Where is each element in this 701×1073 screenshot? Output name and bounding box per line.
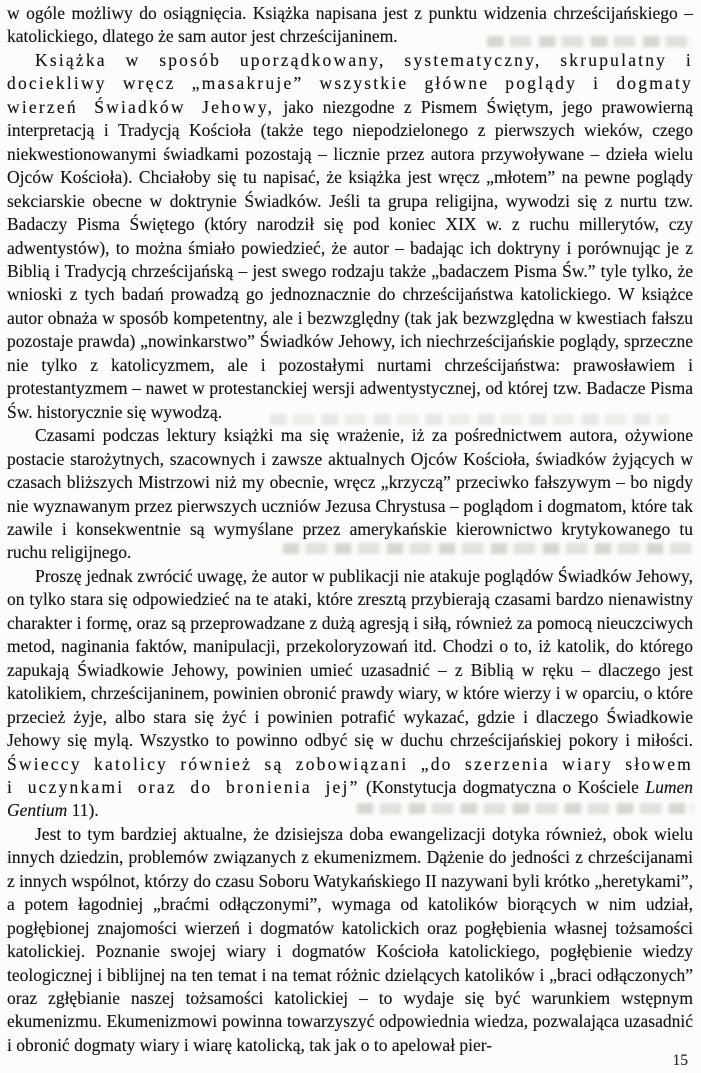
text-segment-italic: Lumen Gentium: [7, 776, 693, 821]
text-segment-normal: 11).: [67, 800, 99, 821]
paragraph: [7, 2, 693, 49]
text-segment-normal: w ogóle możliwy do osiągnięcia. Książka napisana jest z punktu widzenia chrześcijańskiego – katolickiego, dlatego że sam autor jest chrześcijaninem.: [7, 3, 693, 47]
text-segment-normal: jako niezgodne z Pismem Świętym, jego prawowierną interpretacją i Tradycją Kościoła (także tego niepodzielonego z pierwszych wieków, czego niekwestionowanymi świadkami pozostają – licznie przez autora przywoływane – dzieła wielu Ojców Kościoła). Chciałoby się tu napisać, że książka jest wręcz „młotem” na pewne poglądy sekciarskie obecne w doktrynie Świadków. Jeśli ta grupa religijna, wywodzi się z nurtu tzw. Badaczy Pisma Świętego (który narodził się pod koniec XIX w. z ruchu millerytów, czy adwentystów), to można śmiało powiedzieć, że autor – badając ich doktryny i porównując je z Biblią i Tradycją chrześcijańską – jest swego rodzaju także „badaczem Pisma Św.” tyle tylko, że wnioski z tych badań prowadzą go jednoznacznie do chrześcijaństwa katolickiego. W książce autor obnaża w sposób kompetentny, ale i bezwzględny (tak jak bezwzględna w kwestiach fałszu pozostaje prawda) „nowinkarstwo” Świadków Jehowy, ich niechrześcijańskie poglądy, sprzeczne nie tylko z katolicyzmem, ale i pozostałymi nurtami chrześcijaństwa: prawosławiem i protestantyzmem – nawet w protestanckiej wersji adwentystycznej, od której tzw. Badacze Pisma Św. historycznie się wywodzą.: [7, 96, 693, 422]
page-number: 15: [672, 1052, 688, 1069]
paragraph: [7, 565, 693, 823]
text-segment-normal: Proszę jednak zwrócić uwagę, że autor w publikacji nie atakuje poglądów Świadków Jehowy, on tylko stara się odpowiedzieć na te ataki, które zresztą przybierają czasami bardzo nienawistny charakter i formę, oraz są przeprowadzane z dużą agresją i siłą, również za pomocą nieuczciwych metod, naginania faktów, manipulacji, przekoloryzowań itd. Chodzi o to, iż katolik, do którego zapukają Świadkowie Jehowy, powinien umieć uzasadnić – z Biblią w ręku – dlaczego jest katolikiem, chrześcijaninem, powinien obronić prawdy wiary, w które wierzy i w oparciu, o które przecież żyje, albo stara się żyć i powinien potrafić wykazać, gdzie i dlaczego Świadkowie Jehowy się mylą. Wszystko to powinno odbyć się w duchu chrześcijańskiej pokory i miłości.: [7, 565, 693, 751]
text-segment-normal: Czasami podczas lektury książki ma się wrażenie, iż za pośrednictwem autora, ożywione postacie starożytnych, szacownych i zawsze aktualnych Ojców Kościoła, świadków żyjących w czasach bliższych Mistrzowi niż my obecnie, wręcz „krzyczą” przeciwko fałszywym – bo nigdy nie wyznawanym przez pierwszych uczniów Jezusa Chrystusa – poglądom i dogmatom, które tak zawile i konsekwentnie są wymyślane przez amerykańskie kierownictwo krytykowanego tu ruchu religijnego.: [7, 425, 693, 563]
text-segment-spaced: Książka w sposób uporządkowany, systematyczny, skrupulatny i dociekliwy wręcz „masakruje” wszystkie główne poglądy i dogmaty wierzeń Świadków Jehowy,: [7, 49, 693, 117]
text-segment-normal: Jest to tym bardziej aktualne, że dzisiejsza doba ewangelizacji dotyka również, obok wielu innych dziedzin, problemów związanych z ekumenizmem. Dążenie do jedności z chrześcijanami z innych wspólnot, którzy do czasu Soboru Watykańskiego II nazywani byli krótko „heretykami”, a potem łagodniej „braćmi odłączonymi”, wymaga od katolików biorących w nim udział, pogłębionej znajomości wierzeń i dogmatów katolickich oraz pogłębienia własnej tożsamości katolickiej. Poznanie swojej wiary i dogmatów Kościoła katolickiego, pogłębienie wiedzy teologicznej i biblijnej na ten temat i na temat różnic dzielących katolików i „braci odłączonych” oraz zgłębianie naszej tożsamości katolickiej – to wydaje się być warunkiem wstępnym ekumenizmu. Ekumenizmowi powinna towarzyszyć odpowiednia wiedza, pozwalająca uzasadnić i obronić dogmaty wiary i wiarę katolicką, tak jak o to apelował pier-: [7, 823, 693, 1055]
paragraph: [7, 424, 693, 565]
text-segment-normal: (Konstytucja dogmatyczna o Kościele: [359, 776, 646, 797]
text-segment-spaced: Świeccy katolicy również są zobowiązani „do szerzenia wiary słowem i uczynkami oraz do bronienia jej”: [7, 753, 693, 797]
paragraph: [7, 823, 693, 1058]
paragraph: [7, 49, 693, 424]
page-body: [7, 2, 693, 1057]
